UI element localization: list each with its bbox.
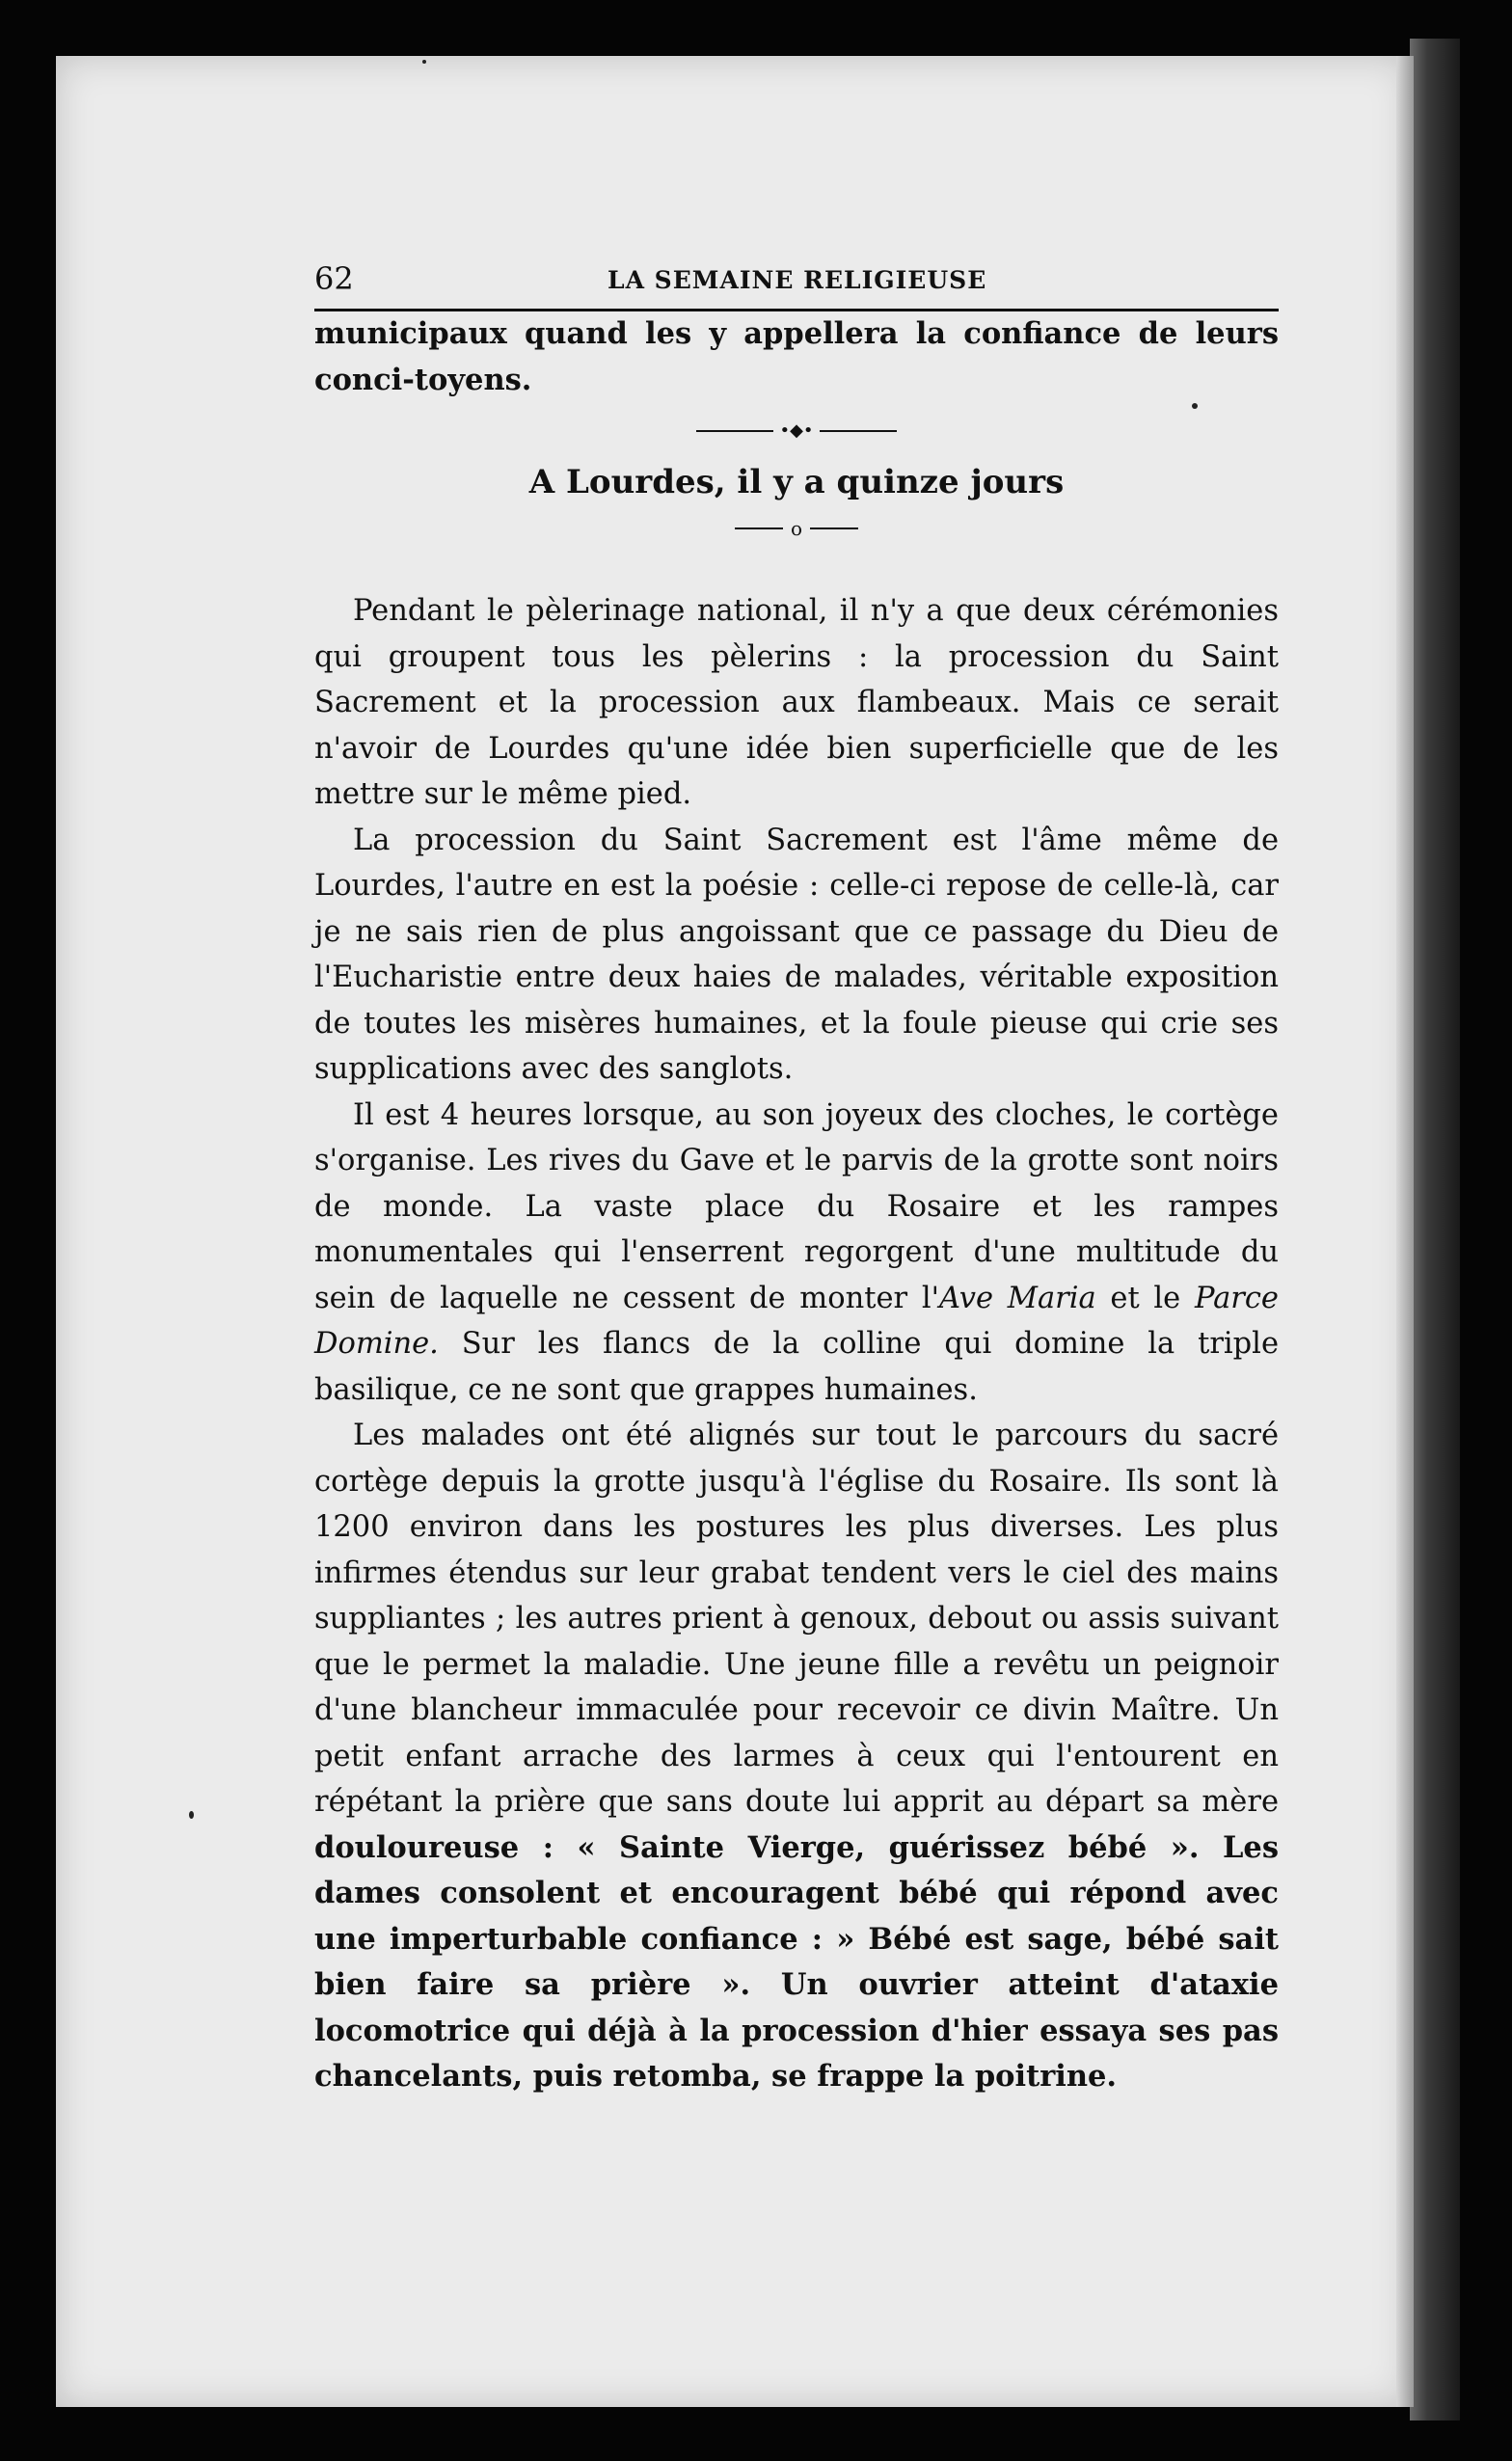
section-ornament (314, 411, 1279, 451)
ornament-glyph: •◆• (779, 420, 814, 441)
parce-domine-italic: Parce Domine. (314, 1281, 1279, 1361)
section-title: A Lourdes, il y a quinze jours (528, 463, 1065, 501)
page-edge (1396, 56, 1414, 2407)
paragraph-cortege-text-c: Sur les flancs de la colline qui domine la triple basilique, ce ne sont que grappes humaines. (314, 1327, 1279, 1407)
paragraph-cortege-text-b: et le (1095, 1281, 1195, 1315)
title-sub-ornament (314, 511, 1279, 546)
paragraph-cortege-text-a: Il est 4 heures lorsque, au son joyeux des cloches, le cortège s'organise. Les rives du Gave et le parvis de la grotte sont noirs de monde. La vaste place du Rosaire et les rampes monumentales qui l'enserrent regorgent d'une multitude du sein de laquelle ne cessent de monter l' (314, 1097, 1279, 1315)
ornament-line-left (696, 430, 773, 432)
continuation-paragraph: municipaux quand les y appellera la confiance de leurs conci-toyens. (314, 316, 1279, 397)
sub-ornament-glyph: o (790, 517, 803, 540)
paragraph-cortege (314, 1093, 1279, 1414)
sub-ornament-line-right (810, 527, 858, 529)
running-title: LA SEMAINE RELIGIEUSE (608, 266, 987, 294)
ornament-line-right (820, 430, 897, 432)
paragraph-pilgrimage: Pendant le pèlerinage national, il n'y a que deux cérémonies qui groupent tous les pèlerins : la procession du Saint Sacrement et la procession aux flambeaux. Mais ce serait n'avoir de Lourdes qu'une idée bien superficielle que de les mettre sur le même pied. (314, 594, 1279, 811)
book-spine (1410, 39, 1460, 2420)
paragraph-malades-text: Les malades ont été alignés sur tout le parcours du sacré cortège depuis la grotte jusqu'à l'église du Rosaire. Ils sont là 1200 environ dans les postures les plus diverses. Les plus infirmes étendus sur leur grabat tendent vers le ciel des mains suppliantes ; les autres prient à genoux, debout ou assis suivant que le permet la maladie. Une jeune fille a revêtu un peignoir d'une blancheur immaculée pour recevoir ce divin Maître. Un petit enfant arrache des larmes à ceux qui l'entourent en répétant la prière que sans doute lui apprit au départ sa mère (314, 1419, 1279, 1819)
paragraph-malades-bold-text: douloureuse : « Sainte Vierge, guérissez bébé ». Les dames consolent et encouragent bébé qui répond avec une imperturbable confiance : » Bébé est sage, bébé sait bien faire sa prière ». Un ouvrier atteint d'ataxie locomotrice qui déjà à la procession d'hier essaya ses pas chancelants, puis retomba, se frappe la poitrine. (314, 1829, 1279, 2094)
paragraph-malades (314, 1413, 1279, 2100)
paragraph-procession: La procession du Saint Sacrement est l'âme même de Lourdes, l'autre en est la poésie : celle-ci repose de celle-là, car je ne sais rien de plus angoissant que ce passage du Dieu de l'Eucharistie entre deux haies de malades, véritable exposition de toutes les misères humaines, et la foule pieuse qui crie ses supplications avec des sanglots. (314, 823, 1279, 1086)
ave-maria-italic: Ave Maria (938, 1281, 1096, 1315)
dust-speck (422, 60, 426, 64)
running-header (314, 253, 1279, 301)
article-body (314, 311, 1279, 2100)
dust-speck (189, 1811, 194, 1819)
page-number: 62 (314, 260, 354, 297)
page-text-block (314, 253, 1279, 2100)
sub-ornament-line-left (735, 527, 783, 529)
